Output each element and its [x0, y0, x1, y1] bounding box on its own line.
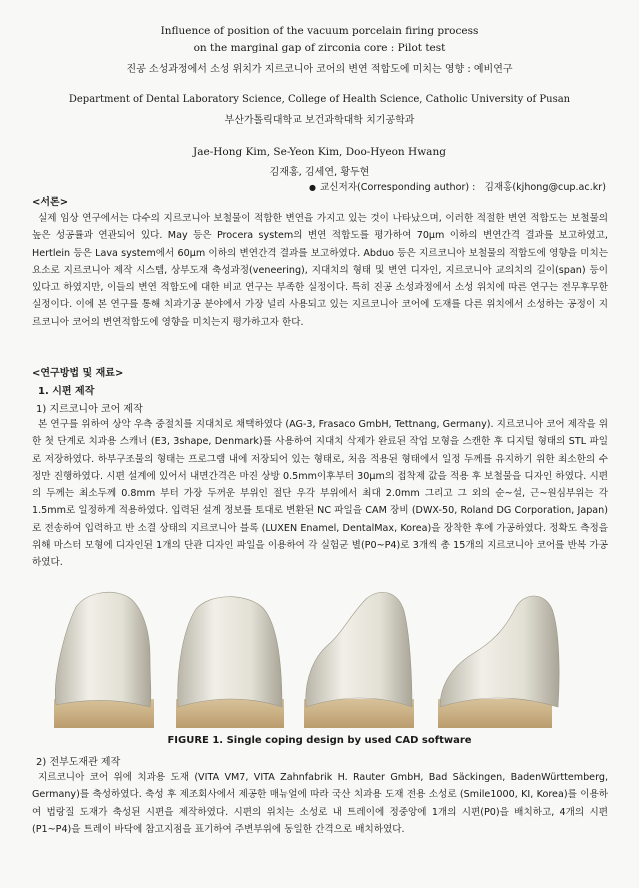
- coping-view-4: [438, 596, 559, 728]
- figure-1-image: [46, 587, 594, 728]
- corresponding-email: 김재홍(kjhong@cup.ac.kr): [484, 182, 606, 193]
- coping-renderings: [46, 587, 594, 728]
- methods-text-2: 지르코니아 코어 위에 치과용 도재 (VITA VM7, VITA Zahnfabrik H. Rauter GmbH, Bad Säckingen, BadenWürttemberg, Germany)를 축성하였다. 축성 후 제조회사에서 제공한 매뉴얼에 따라 국산 치과용 도재 전용 소성로 (Smile1000, KI, Korea)를 이용하여 법랑질 도재가 축성된 시편을 제작하였다. 시편의 위치는 소성로 내 트레이에 정중앙에 1개의 시편(P0)을 배치하고, 4개의 시편(P1~P4)을 트레이 바닥에 참고지점을 표기하여 주변부위에 동일한 간격으로 배치하였다.: [32, 772, 608, 835]
- subsection-2-title: 2) 전부도재관 제작: [36, 757, 121, 768]
- methods-paragraph-1: [32, 416, 608, 572]
- intro-heading: <서론>: [32, 197, 69, 208]
- methods-heading: <연구방법 및 재료>: [32, 368, 124, 379]
- methods-paragraph-2: [32, 769, 608, 838]
- affiliation-ko: 부산가톨릭대학교 보건과학대학 치기공학과: [224, 115, 415, 126]
- affiliation-en: Department of Dental Laboratory Science, College of Health Science, Catholic University of Pusan: [68, 94, 571, 105]
- coping-view-1: [54, 592, 154, 728]
- authors-en: Jae-Hong Kim, Se-Yeon Kim, Doo-Hyeon Hwang: [193, 146, 446, 158]
- coping-view-2: [176, 597, 284, 728]
- title-en-line2: on the marginal gap of zirconia core : Pilot test: [193, 42, 446, 54]
- corresponding-label: 교신저자(Corresponding author) :: [319, 182, 476, 193]
- corresponding-author: [309, 179, 606, 193]
- title-ko: 진공 소성과정에서 소성 위치가 지르코니아 코어의 변연 적합도에 미치는 영향 : 예비연구: [126, 64, 513, 75]
- authors-ko: 김재홍, 김세연, 황두현: [269, 167, 370, 178]
- title-en-line1: Influence of position of the vacuum porcelain firing process: [160, 25, 479, 37]
- methods-text-1: 본 연구를 위하여 상악 우측 중절치를 지대치로 채택하였다 (AG-3, Frasaco GmbH, Tettnang, Germany). 지르코니아 코어 제작을 위한 첫 단계로 치과용 스캐너 (E3, 3shape, Denmark)를 사용하여 지대치 삭제가 완료된 작업 모형을 스캔한 후 디지털 형태의 STL 파일로 저장하였다. 하부구조물의 형태는 프로그램 내에 저장되어 있는 형태로, 처음 적용된 형태에서 일정 두께를 유지하기 위한 최소한의 수정만 진행하였다. 시편 설계에 있어서 내면간격은 마진 상방 0.5mm이후부터 30μm의 접착제 값을 적용 후 보철물을 디자인 하였다. 시편의 두께는 최소두께 0.8mm 부터 가장 두꺼운 부위인 절단 우각 부위에서 최대 2.0mm 그리고 그 외의 순~설, 근~원심부위는 각 1.5mm로 일정하게 적용하였다. 입력된 설계 정보를 토대로 변환된 NC 파일을 CAM 장비 (DWX-50, Roland DG Corporation, Japan)로 전송하여 입력하고 반 소결 상태의 지르코니아 블록 (LUXEN Enamel, DentalMax, Korea)을 장착한 후에 가공하였다. 정확도 측정을 위해 마스터 모형에 디자인된 1개의 단관 디자인 파일을 이용하여 각 실험군 별(P0~P4)로 3개씩 총 15개의 지르코니아 코어를 반복 가공하였다.: [32, 419, 608, 569]
- section-1-title: 1. 시편 제작: [38, 386, 95, 397]
- subsection-1-title: 1) 지르코니아 코어 제작: [36, 404, 143, 415]
- intro-text: 실제 임상 연구에서는 다수의 지르코니아 보철물이 적합한 변연을 가지고 있는 것이 나타났으며, 이러한 적절한 변연 적합도는 보철물의 높은 성공률과 연관되어 있다. May 등은 Procera system의 변연 적합도를 평가하여 70μm 이하의 변연간격 결과를 보고하였고, Hertlein 등은 Lava system에서 60μm 이하의 변연간격 결과를 보고하였다. Abduo 등은 지르코니아 보철물의 적합도에 영향을 미치는 요소로 지르코니아 제작 시스템, 상부도재 축성과정(veneering), 지대치의 형태 및 변연 디자인, 지르코니아 교의치의 길이(span) 등이 있다고 하였지만, 이들의 변연 적합도에 대한 비교 연구는 부족한 실정이다. 특히 진공 소성과정에서 소성 위치에 따른 연구는 전무후무한 실정이다. 이에 본 연구를 통해 치과기공 분야에서 가장 널리 사용되고 있는 지르코니아 코어에 도재를 다른 위치에서 소성하는 공정이 지르코니아 코어의 변연적합도에 영향을 미치는지 평가하고자 한다.: [32, 213, 609, 328]
- bullet-icon: ●: [308, 183, 316, 192]
- coping-view-3: [304, 592, 414, 728]
- figure-1-caption: FIGURE 1. Single coping design by used CAD software: [167, 735, 472, 746]
- intro-paragraph: [32, 210, 608, 331]
